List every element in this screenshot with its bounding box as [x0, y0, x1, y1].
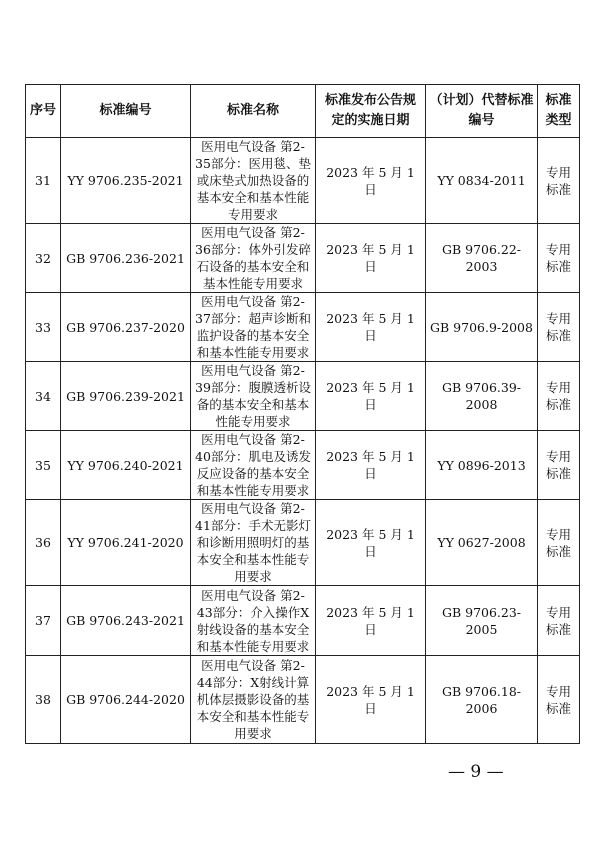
- row-replaced-code: GB 9706.22-2003: [426, 224, 538, 293]
- row-effective-date: 2023 年 5 月 1 日: [316, 224, 426, 293]
- header-standard-name: 标准名称: [191, 85, 316, 138]
- row-replaced-code: YY 0834-2011: [426, 138, 538, 224]
- row-standard-name: 医用电气设备 第2-41部分：手术无影灯和诊断用照明灯的基本安全和基本性能专用要求: [191, 500, 316, 586]
- row-standard-name: 医用电气设备 第2-37部分：超声诊断和监护设备的基本安全和基本性能专用要求: [191, 293, 316, 362]
- row-standard-code: YY 9706.241-2020: [61, 500, 191, 586]
- row-standard-name: 医用电气设备 第2-39部分：腹膜透析设备的基本安全和基本性能专用要求: [191, 362, 316, 431]
- row-index: 37: [26, 586, 61, 656]
- row-replaced-code: YY 0896-2013: [426, 431, 538, 500]
- row-standard-type: 专用标准: [538, 500, 580, 586]
- row-replaced-code: GB 9706.39-2008: [426, 362, 538, 431]
- row-standard-type: 专用标准: [538, 431, 580, 500]
- row-effective-date: 2023 年 5 月 1 日: [316, 138, 426, 224]
- header-index: 序号: [26, 85, 61, 138]
- row-effective-date: 2023 年 5 月 1 日: [316, 362, 426, 431]
- row-standard-code: YY 9706.235-2021: [61, 138, 191, 224]
- row-standard-code: GB 9706.239-2021: [61, 362, 191, 431]
- row-effective-date: 2023 年 5 月 1 日: [316, 656, 426, 744]
- row-index: 36: [26, 500, 61, 586]
- row-standard-type: 专用标准: [538, 586, 580, 656]
- row-standard-type: 专用标准: [538, 224, 580, 293]
- table-header-row: [26, 85, 580, 138]
- table-row: [26, 500, 580, 586]
- row-effective-date: 2023 年 5 月 1 日: [316, 500, 426, 586]
- row-standard-name: 医用电气设备 第2-35部分：医用毯、垫或床垫式加热设备的基本安全和基本性能专用要求: [191, 138, 316, 224]
- row-standard-name: 医用电气设备 第2-43部分：介入操作X射线设备的基本安全和基本性能专用要求: [191, 586, 316, 656]
- page-number: — 9 —: [448, 762, 504, 782]
- row-standard-name: 医用电气设备 第2-40部分：肌电及诱发反应设备的基本安全和基本性能专用要求: [191, 431, 316, 500]
- header-effective-date: 标准发布公告规定的实施日期: [316, 85, 426, 138]
- row-standard-name: 医用电气设备 第2-44部分：X射线计算机体层摄影设备的基本安全和基本性能专用要求: [191, 656, 316, 744]
- row-index: 32: [26, 224, 61, 293]
- row-standard-type: 专用标准: [538, 293, 580, 362]
- table-row: [26, 586, 580, 656]
- row-standard-code: GB 9706.243-2021: [61, 586, 191, 656]
- row-standard-name: 医用电气设备 第2-36部分：体外引发碎石设备的基本安全和基本性能专用要求: [191, 224, 316, 293]
- table-row: [26, 224, 580, 293]
- row-index: 35: [26, 431, 61, 500]
- row-effective-date: 2023 年 5 月 1 日: [316, 586, 426, 656]
- table-row: [26, 293, 580, 362]
- row-replaced-code: GB 9706.23-2005: [426, 586, 538, 656]
- row-standard-code: GB 9706.237-2020: [61, 293, 191, 362]
- row-standard-type: 专用标准: [538, 138, 580, 224]
- row-replaced-code: YY 0627-2008: [426, 500, 538, 586]
- row-index: 31: [26, 138, 61, 224]
- row-effective-date: 2023 年 5 月 1 日: [316, 293, 426, 362]
- standards-table: [25, 84, 580, 744]
- header-standard-code: 标准编号: [61, 85, 191, 138]
- row-index: 34: [26, 362, 61, 431]
- row-standard-code: YY 9706.240-2021: [61, 431, 191, 500]
- row-standard-type: 专用标准: [538, 656, 580, 744]
- row-effective-date: 2023 年 5 月 1 日: [316, 431, 426, 500]
- row-index: 33: [26, 293, 61, 362]
- row-standard-code: GB 9706.236-2021: [61, 224, 191, 293]
- row-replaced-code: GB 9706.18-2006: [426, 656, 538, 744]
- table-row: [26, 138, 580, 224]
- row-index: 38: [26, 656, 61, 744]
- header-standard-type: 标准类型: [538, 85, 580, 138]
- row-replaced-code: GB 9706.9-2008: [426, 293, 538, 362]
- table-row: [26, 362, 580, 431]
- header-replaced-code: （计划）代替标准编号: [426, 85, 538, 138]
- table-row: [26, 431, 580, 500]
- row-standard-type: 专用标准: [538, 362, 580, 431]
- table-row: [26, 656, 580, 744]
- row-standard-code: GB 9706.244-2020: [61, 656, 191, 744]
